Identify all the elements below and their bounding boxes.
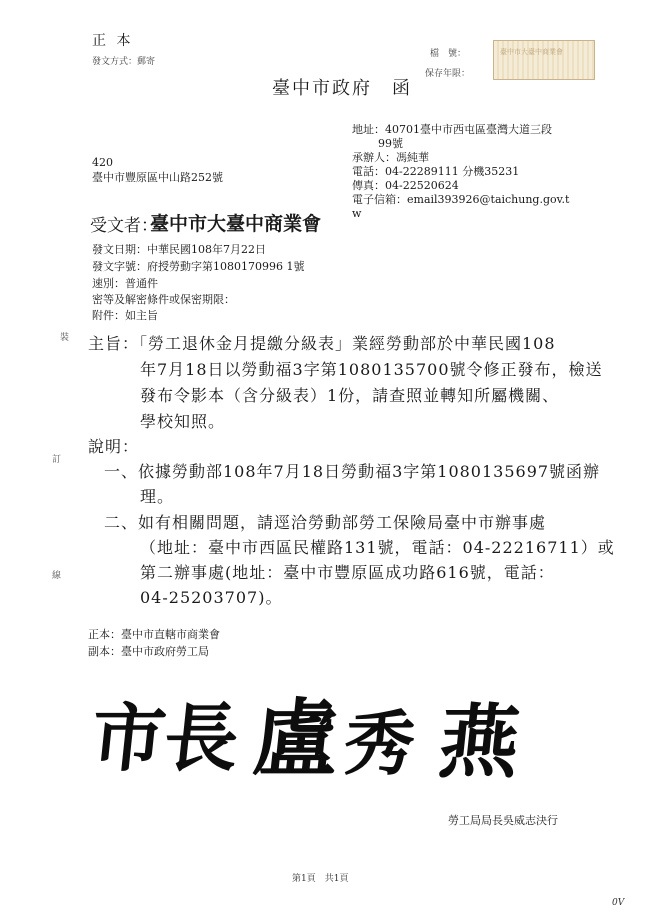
- page-number: 第1頁 共1頁: [292, 874, 349, 884]
- sender-address-cont: 99號: [378, 137, 403, 150]
- fax: 傳真：04-22520624: [352, 179, 459, 192]
- attachment: 附件：如主旨: [92, 309, 158, 322]
- secrecy: 密等及解密條件或保密期限：: [92, 293, 235, 306]
- subject-line-2: 年7月18日以勞動福3字第1080135700號令修正發布，檢送: [140, 360, 603, 379]
- email: 電子信箱：email393926@taichung.gov.t: [352, 193, 570, 206]
- explanation-item-1-line-2: 理。: [140, 487, 175, 506]
- explanation-title: 說明：: [88, 437, 140, 456]
- send-method: 發文方式：郵寄: [92, 57, 156, 67]
- signature-char: 秀: [340, 702, 419, 785]
- explanation-item-2-line-4: 04-25203707)。: [140, 588, 283, 607]
- binding-mark-bottom: 線: [52, 571, 62, 581]
- received-stamp: [493, 40, 595, 80]
- subject-line-3: 發布令影本（含分級表）1份，請查照並轉知所屬機關、: [140, 386, 560, 405]
- stamp-text: 臺中市大臺中商業會: [500, 48, 563, 56]
- copy-recipient: 副本：臺中市政府勞工局: [88, 645, 209, 658]
- page-title: 臺中市政府 函: [272, 78, 412, 99]
- phone: 電話：04-22289111 分機35231: [352, 165, 520, 178]
- recipient-postal: 420: [92, 156, 113, 169]
- signature-char: 燕: [434, 695, 525, 789]
- file-no-label: 檔 號：: [430, 49, 467, 59]
- signature-char: 市: [86, 696, 170, 782]
- retention-label: 保存年限：: [425, 69, 471, 79]
- email-wrap: w: [352, 207, 362, 220]
- explanation-item-2-line-3: 第二辦事處(地址：臺中市豐原區成功路616號，電話：: [140, 563, 555, 582]
- doc-number: 發文字號：府授勞動字第1080170996 1號: [92, 260, 305, 273]
- sender-address: 地址：40701臺中市西屯區臺灣大道三段: [352, 123, 552, 136]
- recipient-name: 臺中市大臺中商業會: [150, 213, 322, 235]
- binding-mark-top: 裝: [60, 333, 70, 343]
- subject-line-1: 主旨：「勞工退休金月提繳分級表」業經勞動部於中華民國108: [88, 334, 556, 353]
- binding-mark-middle: 訂: [52, 455, 62, 465]
- delegation-note: 勞工局局長吳威志決行: [448, 814, 558, 827]
- copy-type: 正 本: [92, 33, 134, 49]
- speed: 速別：普通件: [92, 277, 158, 290]
- handler: 承辦人：馮純華: [352, 151, 429, 164]
- signature-char: 長: [159, 696, 243, 782]
- issue-date: 發文日期：中華民國108年7月22日: [92, 243, 266, 256]
- explanation-item-2-line-2: （地址：臺中市西區民權路131號，電話：04-22216711）或: [140, 538, 615, 557]
- original-recipient: 正本：臺中市直轄市商業會: [88, 628, 220, 641]
- recipient-address: 臺中市豐原區中山路252號: [92, 171, 223, 184]
- explanation-item-1-line-1: 一、依據勞動部108年7月18日勞動福3字第1080135697號函辦: [104, 462, 601, 481]
- subject-line-4: 學校知照。: [140, 412, 226, 431]
- explanation-item-2-line-1: 二、如有相關問題，請逕洽勞動部勞工保險局臺中市辦事處: [104, 513, 547, 532]
- recipient-label: 受文者：: [90, 216, 158, 236]
- corner-mark: 0V: [612, 898, 625, 908]
- signature-char: 盧: [249, 689, 344, 788]
